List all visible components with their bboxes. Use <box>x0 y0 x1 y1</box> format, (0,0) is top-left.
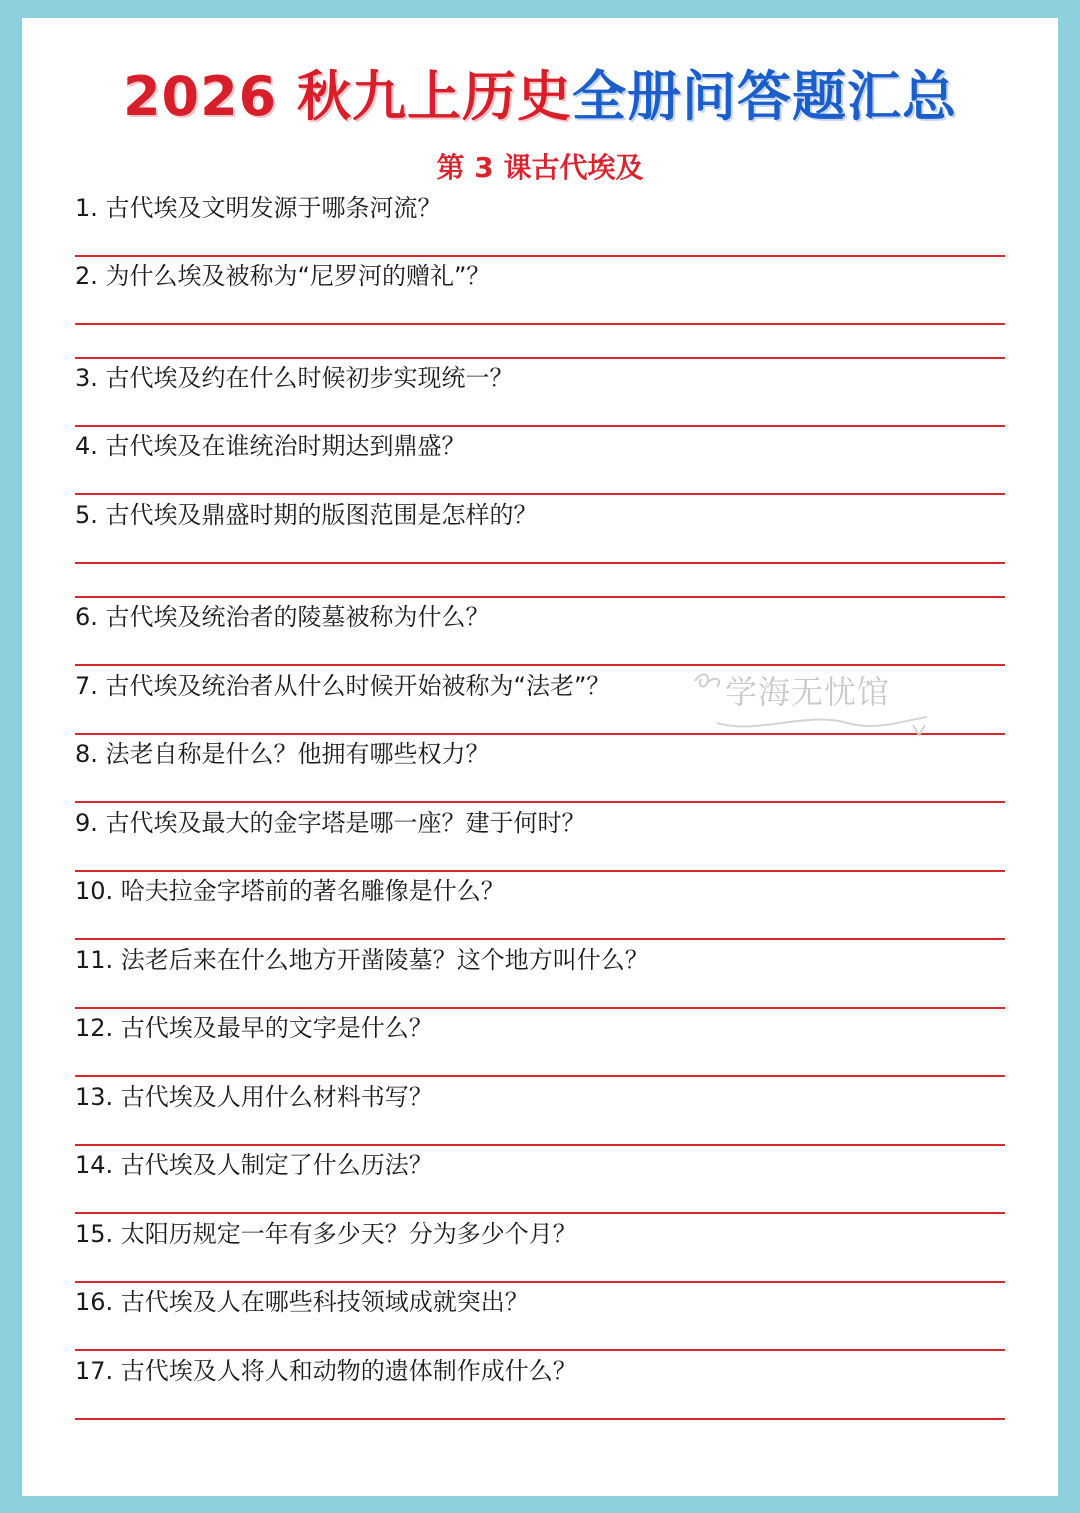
answer-line <box>75 357 1005 359</box>
answer-line <box>75 596 1005 598</box>
question-14: 14. 古代埃及人制定了什么历法？ <box>75 1151 433 1179</box>
answer-line <box>75 1418 1005 1420</box>
question-12: 12. 古代埃及最早的文字是什么？ <box>75 1014 433 1042</box>
lesson-subtitle: 第 3 课古代埃及 <box>436 151 644 184</box>
answer-line <box>75 1281 1005 1283</box>
answer-line <box>75 425 1005 427</box>
question-6: 6. 古代埃及统治者的陵墓被称为什么？ <box>75 603 490 631</box>
question-16: 16. 古代埃及人在哪些科技领域成就突出？ <box>75 1288 529 1316</box>
question-11: 11. 法老后来在什么地方开凿陵墓？这个地方叫什么？ <box>75 946 649 974</box>
answer-line <box>75 562 1005 564</box>
answer-line <box>75 1075 1005 1077</box>
watermark <box>687 663 937 743</box>
answer-line <box>75 493 1005 495</box>
question-3: 3. 古代埃及约在什么时候初步实现统一？ <box>75 364 514 392</box>
question-13: 13. 古代埃及人用什么材料书写？ <box>75 1083 433 1111</box>
question-4: 4. 古代埃及在谁统治时期达到鼎盛？ <box>75 432 466 460</box>
worksheet-page <box>22 18 1058 1496</box>
page-title <box>22 62 1058 132</box>
answer-line <box>75 801 1005 803</box>
question-2: 2. 为什么埃及被称为“尼罗河的赠礼”？ <box>75 262 491 290</box>
answer-line <box>75 870 1005 872</box>
watermark-text: 学海无忧馆 <box>725 673 891 711</box>
question-1: 1. 古代埃及文明发源于哪条河流？ <box>75 194 442 222</box>
question-15: 15. 太阳历规定一年有多少天？分为多少个月？ <box>75 1220 577 1248</box>
answer-line <box>75 938 1005 940</box>
question-10: 10. 哈夫拉金字塔前的著名雕像是什么？ <box>75 877 505 905</box>
answer-line <box>75 1007 1005 1009</box>
answer-line <box>75 323 1005 325</box>
answer-line <box>75 1212 1005 1214</box>
answer-line <box>75 1349 1005 1351</box>
title-part-blue: 全册问答题汇总 <box>572 65 958 128</box>
question-8: 8. 法老自称是什么？他拥有哪些权力？ <box>75 740 490 768</box>
question-9: 9. 古代埃及最大的金字塔是哪一座？建于何时？ <box>75 809 586 837</box>
title-part-red: 2026 秋九上历史 <box>122 65 573 128</box>
question-7: 7. 古代埃及统治者从什么时候开始被称为“法老”？ <box>75 672 611 700</box>
answer-line <box>75 1144 1005 1146</box>
question-5: 5. 古代埃及鼎盛时期的版图范围是怎样的？ <box>75 501 538 529</box>
question-17: 17. 古代埃及人将人和动物的遗体制作成什么？ <box>75 1357 577 1385</box>
answer-line <box>75 255 1005 257</box>
